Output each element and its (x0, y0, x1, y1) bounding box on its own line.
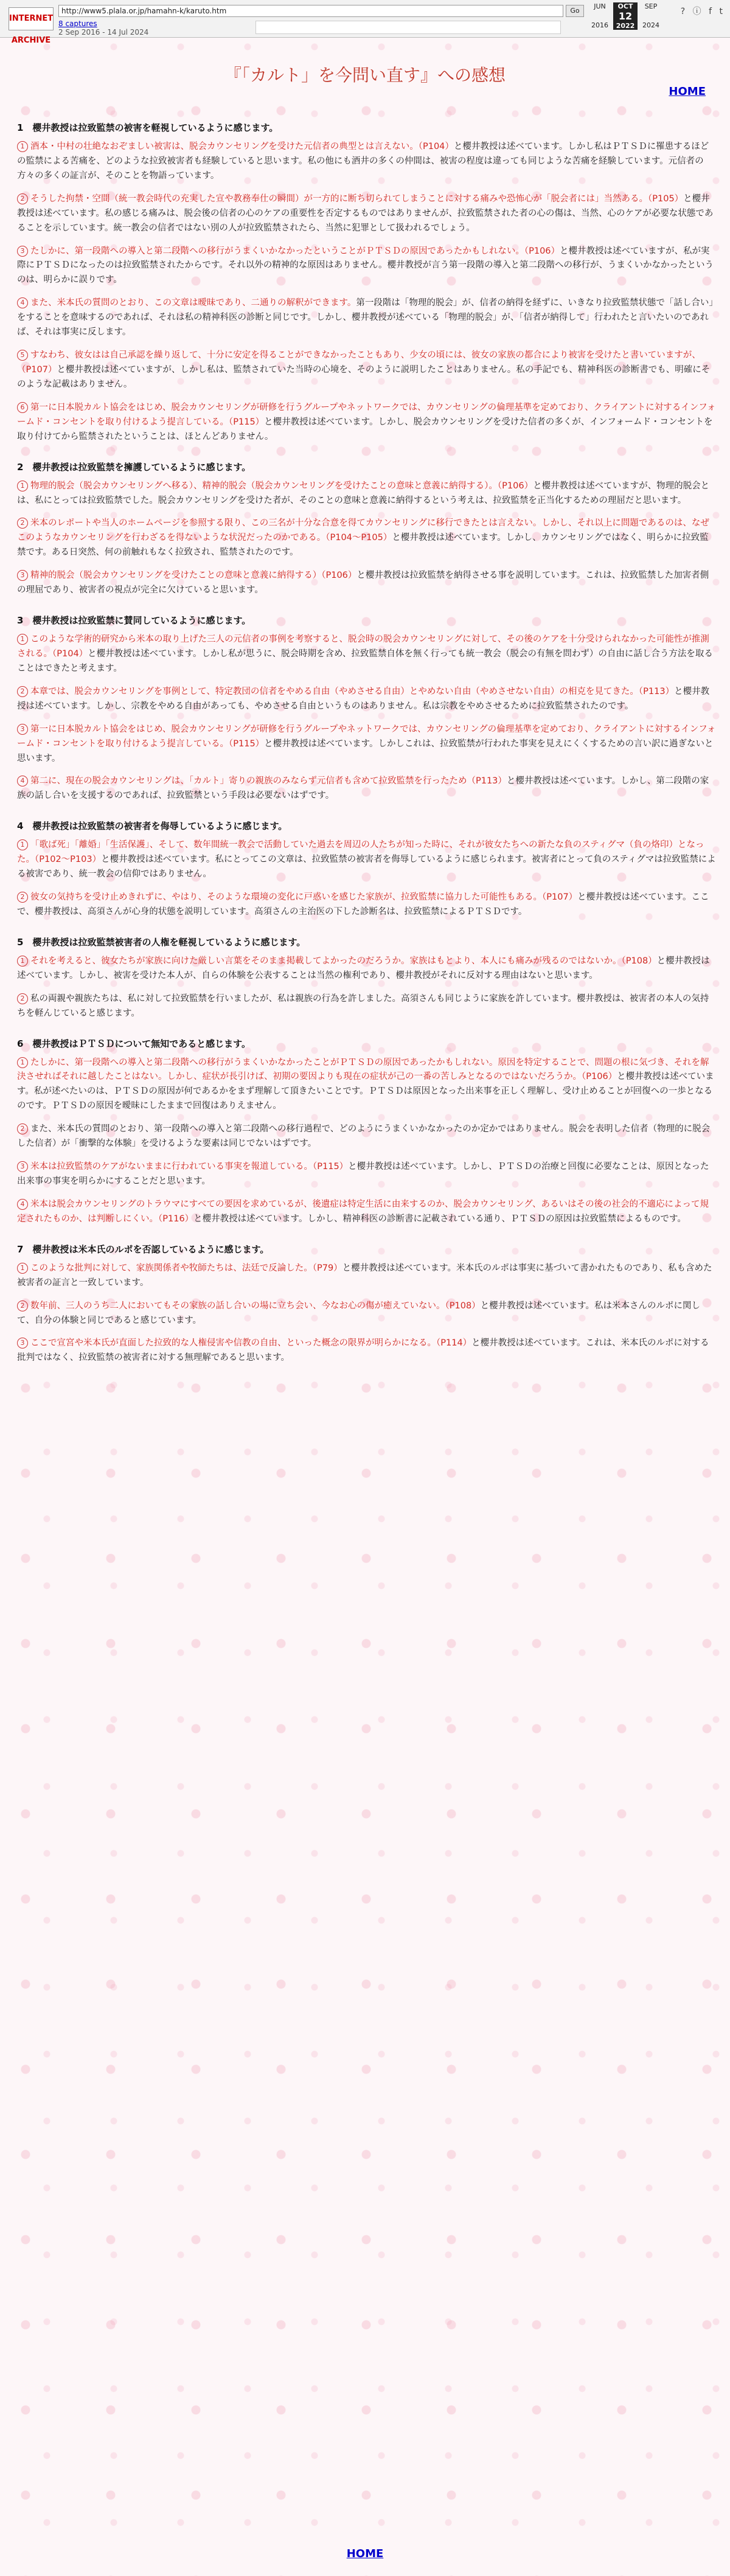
item-number-badge: 2 (17, 1123, 28, 1134)
item-number-badge: 1 (17, 956, 28, 967)
page-reference: （P79） (312, 1263, 342, 1273)
item-number-badge: 4 (17, 1199, 28, 1210)
body-text: と櫻井教授は述べていますが、私が実際にＰＴＳＤになったのは拉致監禁されたからです。それ以外の精神的な原因はありません。櫻井教授が言う第一段階の導入と第二段階への移行が、うまくいかなかったというのは、明らかに誤りです。 (17, 246, 714, 285)
quote-text: そうした拘禁・空間（統一教会時代の充実した宣や教務奉仕の瞬間）が一方的に断ち切られてしまうことに対する痛みや恐怖心が「脱会者には」当然ある。 (30, 193, 648, 204)
section (17, 936, 717, 1021)
section (17, 1243, 717, 1366)
list-item (17, 1198, 717, 1227)
home-link-top[interactable]: HOME (669, 85, 706, 98)
body-text: また、米本氏の質問のとおり、第一段階への導入と第二段階への移行過程で、どのようにうまくいかなかったのか定かではありません。脱会を表明した信者（物理的に脱会した信者）が「衝撃的な体験」を受けるような要素は同じでないはずです。 (17, 1124, 711, 1149)
item-number-badge: 6 (17, 402, 28, 413)
quote-text: 物理的脱会（脱会カウンセリングへ移る）、精神的脱会（脱会カウンセリングを受けたことの意味と意義に納得する）。 (30, 481, 498, 491)
section-heading: 6 櫻井教授はＰＴＳＤについて無知であると感じます。 (17, 1038, 251, 1049)
capture-range: 2 Sep 2016 - 14 Jul 2024 (58, 28, 149, 36)
page-reference: （P106） (321, 571, 357, 581)
section (17, 460, 717, 598)
body-text: と櫻井教授は述べています。これは、米本氏のルポに対する批判ではなく、拉致監禁の被害者に対する無理解であると思います。 (17, 1338, 709, 1363)
wayback-toolbar (0, 0, 730, 45)
section-heading: 4 櫻井教授は拉致監禁の被害者を侮辱しているように感じます。 (17, 821, 288, 832)
body-text: と櫻井教授は述べています。しかし、宗教をやめる自由があっても、やめさせる自由というものはありません。私は宗教をやめさせるために拉致監禁されたのです。 (17, 686, 710, 711)
list-item (17, 992, 717, 1021)
item-number-badge: 4 (17, 776, 28, 786)
list-item (17, 838, 717, 882)
home-link-bottom[interactable]: HOME (346, 2547, 384, 2560)
body-text: と櫻井教授は述べています。米本氏のルポは事実に基づいて書かれたものであり、私も含めた被害者の証言と一致しています。 (17, 1263, 712, 1288)
quote-text: 彼女の気持ちを受け止めきれずに、やはり、そのような環境の変化に戸惑いを感じた家族が、拉致監禁に協力した可能性もある。 (30, 892, 542, 903)
toolbar-icons (676, 5, 723, 17)
body-text: と櫻井教授は述べています。しかし、被害を受けた本人が、自らの体験を公表することは当然の権利であり、櫻井教授がそれに反対する理由はないと思います。 (17, 956, 710, 981)
item-number-badge: 2 (17, 193, 28, 204)
item-number-badge: 1 (17, 481, 28, 491)
item-number-badge: 1 (17, 141, 28, 152)
item-number-badge: 2 (17, 518, 28, 529)
body-text: と櫻井教授は述べています。しかし私が思うに、脱会時期を含め、拉致監禁自体を無く行っても統一教会（脱会の有無を問わず）の自由に話し合う方法を取ることはできたと考えます。 (17, 648, 713, 673)
body-text: と櫻井教授は述べています。しかし私はＰＴＳＤに罹患するほどの監禁による苦痛を、どのような拉致被害者も経験していると思います。私の他にも酒井の多くの仲間は、被害の程度は違っても同じような苦痛を経験しています。元信者の方々の多くの証言が、そのことを物語っています。 (17, 142, 709, 181)
help-icon[interactable]: ? (680, 7, 686, 16)
list-item (17, 140, 717, 184)
page-reference: （P115） (229, 417, 265, 427)
day-current: 12 (618, 10, 633, 22)
body-text: と櫻井教授は述べています。私にとってこの文章は、拉致監禁の被害者を侮辱しているように感じられます。被害者にとって負のスティグマは拉致監禁による被害であり、統一教会の信仰ではありません。 (17, 855, 716, 880)
list-item (17, 1299, 717, 1328)
list-item (17, 296, 717, 340)
captures-info (58, 19, 148, 36)
page-reference: （P107） (542, 892, 578, 903)
quote-text: たしかに、第一段階への導入と第二段階への移行がうまくいかなかったということがＰＴＳＤの原因であったかもしれない。 (30, 246, 524, 256)
page-reference: （P106） (582, 1072, 617, 1082)
list-item (17, 1122, 717, 1151)
body-text: と櫻井教授は述べています。私は米本さんのルポに関して、自分の体験と同じであると感じています。 (17, 1300, 701, 1325)
section-heading: 5 櫻井教授は拉致監禁被害者の人権を軽視しているように感じます。 (17, 936, 306, 948)
body-text: と櫻井教授は述べています。しかしこれは、拉致監禁が行われた事実を見えにくくするための言い訳に過ぎないと思います。 (17, 738, 714, 763)
captures-link[interactable]: 8 captures (58, 19, 97, 28)
page-reference: （P104） (418, 142, 454, 151)
section-heading: 2 櫻井教授は拉致監禁を擁護しているように感じます。 (17, 461, 251, 473)
section-heading: 3 櫻井教授は拉致監禁に賛同しているように感じます。 (17, 615, 251, 627)
item-number-badge: 3 (17, 1161, 28, 1172)
body-text: と櫻井教授は述べています。しかし、脱会カウンセリングを受けた信者の多くが、インフォームド・コンセントを取り付けてから監禁されたということは、ほとんどありません。 (17, 417, 713, 442)
item-number-badge: 1 (17, 634, 28, 645)
month-next[interactable]: SEP (644, 2, 658, 10)
body-text: と櫻井教授は述べています。私の感じる痛みは、脱会後の信者の心のケアの重要性を否定するものではありませんが、拉致監禁された者の心の傷は、当然、心のケアが必要な状態であることを示しています。統一教会の信者ではない別の人が拉致監禁されたら、当然に犯罪として扱われるでしょう。 (17, 193, 714, 233)
quote-text: 米本のレポートや当人のホームページを参照する限り、この三名が十分な合意を得てカウンセリングに移行できたとは言えない。しかし、それ以上に問題であるのは、なぜこのようなカウンセリングを行わざるを得ないような状況だったのかである。 (17, 518, 709, 543)
quote-text: たしかに、第一段階への導入と第二段階への移行がうまくいかなかったことがＰＴＳＤの原因であったかもしれない。原因を特定することで、問題の根に気づき、それを解決させればそれに越したことはない。しかし、症状が長引けば、初期の要因よりも現在の症状が己の一番の苦しみとなるのではないだろうか。 (17, 1057, 709, 1082)
list-item (17, 890, 717, 920)
body-text: と櫻井教授は述べています。しかし、カウンセリングではなく、明らかに拉致監禁です。ある日突然、何の前触れもなく拉致され、監禁されたのです。 (17, 533, 709, 558)
section-heading: 1 櫻井教授は拉致監禁の被害を軽視しているように感じます。 (17, 122, 279, 133)
quote-text: 数年前、三人のうち二人においてもその家族の話し合いの場に立ち会い、今なお心の傷が癒えていない。 (30, 1300, 445, 1311)
list-item (17, 1160, 717, 1189)
main-content (17, 113, 717, 1381)
wayback-logo[interactable]: INTERNET ARCHIVE (9, 7, 54, 30)
list-item (17, 245, 717, 288)
item-number-badge: 2 (17, 1300, 28, 1311)
url-input[interactable]: http://www5.plala.or.jp/hamahn-k/karuto.htm (58, 5, 563, 17)
quote-text: このような学術的研究から米本の取り上げた三人の元信者の事例を考察すると、脱会時の脱会カウンセリングに対して、その後のケアを十分受けられなかった可能性が推測される。 (17, 634, 709, 659)
quote-text: ここで宣宮や米本氏が直面した拉致的な人権侵害や信教の自由、といった概念の限界が明らかになる。 (30, 1338, 436, 1349)
item-number-badge: 4 (17, 297, 28, 308)
item-number-badge: 3 (17, 724, 28, 735)
quote-text: このような批判に対して、家族関係者や牧師たちは、法廷で反論した。 (30, 1263, 313, 1273)
list-item (17, 774, 717, 804)
list-item (17, 685, 717, 714)
go-button[interactable]: Go (566, 5, 584, 17)
page-reference: （P113） (467, 776, 507, 786)
quote-text: 第二に、現在の脱会カウンセリングは、「カルト」寄りの親族のみならず元信者も含めて拉致監禁を行ったため (30, 776, 467, 786)
body-text: と櫻井教授は述べています。ここで、櫻井教授は、高須さんが心身的状態を説明しています。高須さんの主治医の下した診断名は、拉致監禁によるＰＴＳＤです。 (17, 892, 709, 917)
page-reference: （P107） (17, 364, 57, 375)
item-number-badge: 3 (17, 570, 28, 581)
page-reference: （P105） (648, 193, 684, 204)
body-text: と櫻井教授は述べていますが、物理的脱会とは、私にとっては拉致監禁でした。脱会カウンセリングを受けた者が、そのことの意味と意義に納得するという考えは、拉致監禁を正当化するための理屈だと思います。 (17, 481, 710, 505)
page-reference: （P102～P103） (35, 855, 102, 865)
month-current: OCT (617, 2, 633, 10)
twitter-icon[interactable]: t (719, 7, 723, 16)
list-item (17, 1336, 717, 1366)
body-text: と櫻井教授は述べています。私が述べたいのは、ＰＴＳＤの原因が何であるかをまず理解して頂きたいことです。ＰＴＳＤは原因となった出来事を正しく理解し、受け止めることが回復への一歩となるのです。ＰＴＳＤの原因を曖昧にしたままで回復はありえません。 (17, 1072, 714, 1111)
quote-text: 米本は拉致監禁のケアがないままに行われている事実を報道している。 (30, 1162, 313, 1172)
quote-text: 酒本・中村の壮絶なおぞましい被害は、脱会カウンセリングを受けた元信者の典型とは言えない。 (30, 142, 419, 151)
page-reference: （P108） (621, 956, 657, 966)
body-text: と櫻井教授は述べています。しかし、ＰＴＳＤの治療と回復に必要なことは、原因となった出来事の事実を明らかにすることだと思います。 (17, 1162, 709, 1187)
page-reference: （P116） (158, 1213, 194, 1224)
body-text: と櫻井教授は述べていますが、しかし私は、監禁されていた当時の心境を、そのように説明したことはありません。私の手記でも、精神科医の診断書でも、明確にそのような記載はありません。 (17, 364, 711, 389)
section (17, 819, 717, 920)
list-item (17, 633, 717, 676)
list-item (17, 1056, 717, 1114)
section-heading: 7 櫻井教授は米本氏のルポを否認しているように感じます。 (17, 1243, 269, 1255)
section (17, 121, 717, 445)
month-prev[interactable]: JUN (594, 2, 606, 10)
section (17, 614, 717, 804)
list-item (17, 349, 717, 392)
quote-text: それを考えると、彼女たちが家族に向けた厳しい言葉をそのまま掲載してよかったのだろうか。家族はもとより、本人にも痛みが残るのではないか。 (30, 956, 622, 966)
quote-text: 本章では、脱会カウンセリングを事例として、特定教団の信者をやめる自由（やめさせる自由）とやめない自由（やめさせない自由）の相克を見てきた。 (30, 686, 639, 696)
list-item (17, 954, 717, 984)
list-item (17, 723, 717, 766)
body-text: 私の両親や親族たちは、私に対して拉致監禁を行いましたが、私は親族の行為を許しました。高須さんも同じように家族を許しています。櫻井教授は、被害者の本人の気持ちを軽んじていると感じます。 (17, 993, 709, 1018)
list-item (17, 401, 717, 445)
page-reference: （P106） (524, 246, 560, 256)
page-reference: （P113） (638, 686, 675, 696)
item-number-badge: 1 (17, 839, 28, 850)
quote-text: 「歌ば死」「離婚」「生活保護」、そして、数年間統一教会で活動していた過去を周辺の人たちが知った時に、それが彼女たちへの新たな負のスティグマ（負の烙印）となった。 (17, 840, 704, 865)
item-number-badge: 2 (17, 892, 28, 903)
timeline-sparkline[interactable] (255, 21, 561, 34)
list-item (17, 516, 717, 560)
item-number-badge: 3 (17, 1338, 28, 1349)
list-item (17, 479, 717, 509)
page-reference: （P106） (497, 481, 534, 491)
body-text: と櫻井教授は述べています。しかし、第二段階の家族の話し合いを支援するのであれば、拉致監禁という手段は必要ないはずです。 (17, 776, 709, 801)
item-number-badge: 3 (17, 246, 28, 257)
info-icon[interactable]: ⓘ (692, 7, 701, 16)
page-title: 『「カルト」を今問い直す』への感想 (224, 65, 506, 85)
page-reference: （P104） (52, 648, 88, 659)
quote-text: また、米本氏の質問のとおり、この文章は曖昧であり、二通りの解釈ができます。 (30, 298, 356, 308)
year-next[interactable]: 2024 (642, 21, 659, 29)
year-prev[interactable]: 2016 (591, 21, 608, 29)
quote-text: すなわち、彼女はは自己承認を繰り返して、十分に安定を得ることができなかったこともあり、少女の頃には、彼女の家族の都合により被害を受けたと書いていますが、 (30, 350, 701, 361)
item-number-badge: 2 (17, 993, 28, 1004)
body-text: 第一段階は「物理的脱会」が、信者の納得を経ずに、いきなり拉致監禁状態で「話し合い」をすることを意味するのであれば、それは私の精神科医の診断と同じです。しかし、櫻井教授が述べている「物理的脱会」が、「信者が納得して」行われたと言いたいのであれば、それは事実に反します。 (17, 298, 714, 338)
list-item (17, 1262, 717, 1291)
quote-text: 精神的脱会（脱会カウンセリングを受けたことの意味と意義に納得する） (30, 571, 322, 581)
page-reference: （P115） (313, 1162, 349, 1172)
facebook-icon[interactable]: f (709, 7, 712, 16)
section (17, 1037, 717, 1227)
page-reference: （P104～P105） (325, 533, 392, 543)
page-reference: （P108） (445, 1300, 481, 1311)
list-item (17, 192, 717, 236)
page-reference: （P114） (436, 1338, 472, 1349)
item-number-badge: 5 (17, 350, 28, 361)
item-number-badge: 1 (17, 1057, 28, 1068)
page-reference: （P115） (229, 738, 265, 749)
quote-text: 第一に日本脱カルト協会をはじめ、脱会カウンセリングが研修を行うグループやネットワークでは、カウンセリングの倫理基準を定めており、クライアントに対するインフォームド・コンセントを取り付けるよう提言している。 (17, 402, 716, 427)
body-text: と櫻井教授は拉致監禁を納得させる事を説明しています。これは、拉致監禁した加害者側の理屈であり、被害者の視点が完全に欠けていると思います。 (17, 571, 709, 595)
body-text: と櫻井教授は述べています。しかし、精神科医の診断書に記載されている通り、ＰＴＳＤの原因は拉致監禁によるものです。 (193, 1213, 686, 1224)
quote-text: 第一に日本脱カルト協会をはじめ、脱会カウンセリングが研修を行うグループやネットワークでは、カウンセリングの倫理基準を定めており、クライアントに対するインフォームド・コンセントを取り付けるよう提言している。 (17, 724, 716, 749)
list-item (17, 569, 717, 598)
year-current: 2022 (616, 22, 635, 30)
item-number-badge: 1 (17, 1263, 28, 1274)
item-number-badge: 2 (17, 686, 28, 697)
quote-text: 米本は脱会カウンセリングのトラウマにすべての要因を求めているが、後遺症は特定生活に由来するのか、脱会カウンセリング、あるいはその後の社会的不適応によって規定されたものか、は判断しにくい。 (17, 1199, 709, 1224)
